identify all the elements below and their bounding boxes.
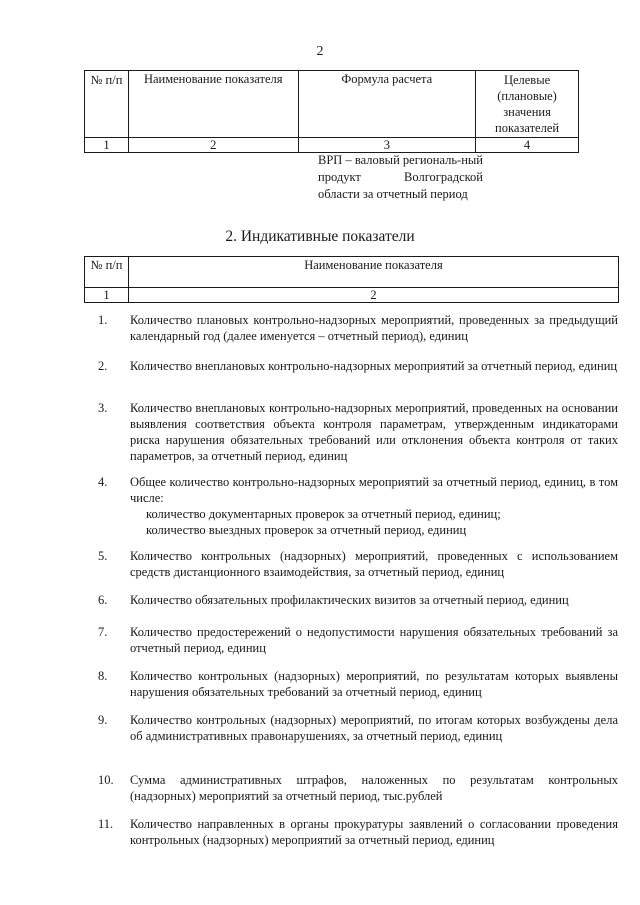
page-number: 2 [316, 44, 324, 59]
column-number: 2 [128, 138, 298, 153]
item-text: Количество внеплановых контрольно-надзорных мероприятий за отчетный период, единиц [130, 359, 618, 373]
section-title: 2. Индикативные показатели [225, 228, 415, 245]
item-number: 11. [98, 817, 114, 831]
indicative-indicators-table [84, 256, 619, 303]
item-number: 7. [98, 625, 108, 639]
column-number: 1 [85, 138, 129, 153]
item-number: 1. [98, 313, 108, 327]
header-formula: Формула расчета [298, 71, 476, 138]
header-number: № п/п [85, 71, 129, 138]
item-number: 6. [98, 593, 108, 607]
item-text: Количество обязательных профилактических визитов за отчетный период, единиц [130, 593, 569, 607]
item-text: Количество внеплановых контрольно-надзорных мероприятий, проведенных на основании выявления соответствия объекта контроля параметрам, утвержденным индикаторами риска нарушения обязательных требований или отклонения объекта контроля от таких параметров, за отчетный период, единиц [130, 401, 618, 463]
table-header-row [85, 257, 619, 288]
item-text: Количество плановых контрольно-надзорных мероприятий, проведенных за предыдущий календарный год (далее именуется – отчетный период), единиц [130, 313, 618, 343]
item-number: 3. [98, 401, 108, 415]
indicators-formula-table [84, 70, 579, 153]
item-text: Количество направленных в органы прокуратуры заявлений о согласовании проведения контрольных (надзорных) мероприятий за отчетный период, единиц [130, 817, 618, 847]
column-number: 3 [298, 138, 476, 153]
column-number: 4 [476, 138, 579, 153]
sub-item-text: количество выездных проверок за отчетный период, единиц [146, 523, 467, 537]
formula-continuation: ВРП – валовый региональ-ный продукт Волгоградской области за отчетный период [318, 153, 483, 201]
column-numbers-row [85, 138, 579, 153]
item-number: 9. [98, 713, 108, 727]
item-number: 4. [98, 475, 108, 489]
item-number: 2. [98, 359, 108, 373]
column-number: 1 [85, 288, 129, 303]
table-header-row [85, 71, 579, 138]
sub-item-text: количество документарных проверок за отчетный период, единиц; [146, 507, 501, 521]
column-number: 2 [128, 288, 618, 303]
header-target-values: Целевые (плановые) значения показателей [476, 71, 579, 138]
item-text: Количество контрольных (надзорных) мероприятий, по результатам которых выявлены нарушения обязательных требований за отчетный период, единиц [130, 669, 618, 699]
column-numbers-row [85, 288, 619, 303]
header-indicator-name: Наименование показателя [128, 257, 618, 288]
item-text: Общее количество контрольно-надзорных мероприятий за отчетный период, единиц, в том числе: [130, 475, 618, 505]
header-number: № п/п [85, 257, 129, 288]
item-text: Количество предостережений о недопустимости нарушения обязательных требований за отчетный период, единиц [130, 625, 618, 655]
item-number: 8. [98, 669, 108, 683]
header-indicator-name: Наименование показателя [128, 71, 298, 138]
item-number: 10. [98, 773, 114, 787]
item-number: 5. [98, 549, 108, 563]
item-text: Количество контрольных (надзорных) мероприятий, по итогам которых возбуждены дела об административных правонарушениях, за отчетный период, единиц [130, 713, 618, 743]
item-text: Сумма административных штрафов, наложенных по результатам контрольных (надзорных) мероприятий за отчетный период, тыс.рублей [130, 773, 618, 803]
item-text: Количество контрольных (надзорных) мероприятий, проведенных с использованием средств дистанционного взаимодействия, за отчетный период, единиц [130, 549, 618, 579]
